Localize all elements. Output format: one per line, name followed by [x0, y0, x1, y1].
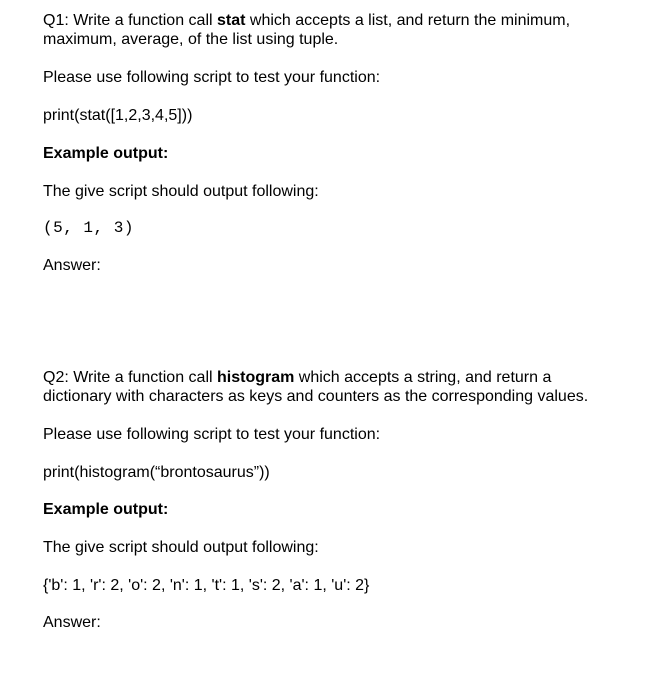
q2-output-intro: The give script should output following: [43, 539, 319, 556]
q2-heading-line2: dictionary with characters as keys and counters as the corresponding values. [43, 388, 589, 405]
q1-example-label: Example output: [43, 145, 169, 162]
q1-heading-line1 [43, 11, 570, 31]
q2-example-label: Example output: [43, 501, 169, 518]
q2-function-name: histogram [217, 369, 295, 386]
q1-function-name: stat [217, 12, 246, 29]
q2-test-script: print(histogram(“brontosaurus”)) [43, 464, 270, 481]
q2-heading-suffix: which accepts a string, and return a [294, 369, 552, 386]
q2-instruction: Please use following script to test your function: [43, 426, 381, 443]
q1-heading-line2: maximum, average, of the list using tuple. [43, 31, 339, 48]
q1-example-output: (5, 1, 3) [43, 219, 134, 237]
q2-answer-label: Answer: [43, 614, 101, 631]
q2-heading-line1 [43, 368, 551, 388]
q1-answer-label: Answer: [43, 257, 101, 274]
q1-heading-prefix: Q1: Write a function call [43, 12, 217, 29]
q1-heading-suffix: which accepts a list, and return the minimum, [245, 12, 571, 29]
q2-heading-prefix: Q2: Write a function call [43, 369, 217, 386]
q1-test-script: print(stat([1,2,3,4,5])) [43, 107, 193, 124]
q1-instruction: Please use following script to test your function: [43, 69, 381, 86]
q2-example-output: {'b': 1, 'r': 2, 'o': 2, 'n': 1, 't': 1, 's': 2, 'a': 1, 'u': 2} [43, 577, 370, 594]
q1-output-intro: The give script should output following: [43, 183, 319, 200]
